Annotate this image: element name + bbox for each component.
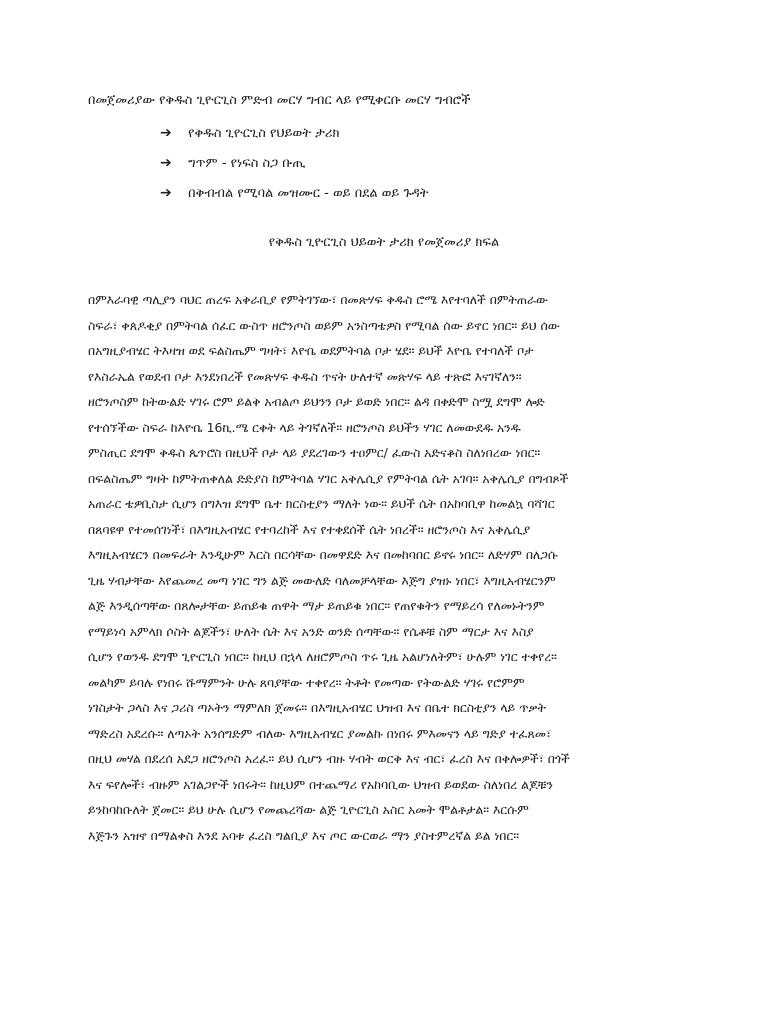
paragraph-line: መልካም ይባሉ የነበሩ ሹማምንት ሁሉ ጸባያቸው ተቀየረ። ትቶት የመጣው የትውልድ ሃገሩ የሮምም [88,674,525,690]
body-paragraph [88,290,688,851]
list-item [160,154,429,184]
paragraph-line: በአግዚያብሄር ትእዛዝ ወደ ፍልስጤም ግዛት፣ እዮቤ ወደምትባል ቦታ ሄደ። ይህች እዮቤ የተባለች ቦታ [88,343,534,358]
paragraph-line: ጊዜ ሃብታቸው እየጨመረ መጣ ነገር ግን ልጅ መውለድ ባለመቻላቸው እጅግ ያዝኑ ነበር፣ እግዚአብሄርንም [88,572,556,588]
paragraph-line: አጠራር ቴዎቢስታ ሲሆን በግእዝ ደግሞ ቤተ ክርስቲያን ማለት ነው። ይህች ሴት በአከባቢዋ ከመልኳ ባሻገር [88,496,555,511]
paragraph-line: እና ፍየሎች፣ ብዙም አገልጋዮች ነበሩት። ከዚህም በተጨማሪ የአከባቢው ህዝብ ይወደው ስለነበረ ልጆቹን [88,776,553,792]
paragraph-line: እጅጉን አዝኖ በማልቀስ እንደ አባቱ ፈረስ ግልቢያ እና ጦር ውርወራ ማን ያስተምረኛል ይል ነበር። [88,827,520,843]
paragraph-line: በምእራባዊ ጣሊያን ባህር ጠረፍ አቅራቢያ የምትገኘው፣ በመጽሃፍ ቅዱስ ሮሜ እየተባለች በምትጠራው [88,292,548,307]
paragraph-line: የተሰኘችው ስፍራ ከእዮቤ 16ኪ.ሜ ርቀት ላይ ትገኛለች። ዘሮንጦስ ይህችን ሃገር ለመውደዱ አንዱ [88,419,521,435]
paragraph-line: በጸባዩዋ የተመሰገነች፣ በእግዚአብሄር የተባረከች እና የተቀደሰች ሴት ነበረች። ዘሮንጦስ እና አቅሌሲያ [88,521,531,537]
paragraph-line: ስፍራ፣ ቀጰዶቂያ በምትባል ሰፈር ውስጥ ዘሮንጦስ ወይም አንስጣቴዎስ የሚባል ሰው ይኖር ነበር። ይህ ሰው [88,317,560,333]
paragraph-line: ማድረስ አደረሱ። ለጣኦት አንሰግድም ብለው እግዚአብሄር ያመልኩ በነበሩ ምእመናን ላይ ግድያ ተፈጸመ፣ [88,725,552,741]
list-item-text: በቅብብል የሚባል መዝሙር - ወይ በደል ወይ ጉዳት [188,186,429,201]
paragraph-line: ምስጢር ደግሞ ቅዱስ ጴጥሮስ በዚህች ቦታ ላይ ያደረገውን ተዐምር/ ፈውስ አድናቆስ ስለነበረው ነበር። [88,445,541,460]
intro-line: በመጀመሪያው የቅዱስ ጊዮርጊስ ምድብ መርሃ ግብር ላይ የሚቀርቡ መርሃ ግብሮች [88,93,471,108]
paragraph-line: ልጅ እንዲሰጣቸው በጸሎታቸው ይጠይቁ ጠዋት ማታ ይጠይቁ ነበር። የጠየቁትን የማይረሳ የለመኑትንም [88,598,545,613]
paragraph-line: ነገስታት ጋላስ እና ጋሪስ ጣኦትን ማምለክ ጀመሩ። በእግዚአብሄር ህዝብ እና በቤተ ክርስቲያን ላይ ጥቃት [88,700,546,715]
list-item [160,184,429,214]
arrow-right-icon: ➔ [160,185,172,201]
list-item-text: የቅዱስ ጊዮርጊስ የህይወት ታሪክ [188,126,340,141]
paragraph-line: ይንከባከቡለት ጀመር። ይህ ሁሉ ሲሆን የመጨረሻው ልጅ ጊዮርጊስ አስር አመት ሞልቶታል። እርሱም [88,802,529,817]
paragraph-line: በዚህ መሃል በደረሰ አደጋ ዘሮንጦስ አረፈ። ይህ ሲሆን ብዙ ሃብት ወርቅ እና ብር፣ ፈረስ እና በቅሎዎች፣ በጎች [88,751,570,766]
paragraph-line: ሲሆን የወንዱ ደግሞ ጊዮርጊስ ነበር። ከዚህ በኋላ ለዘሮምጦስ ጥሩ ጊዜ አልሆነለትም፣ ሁሉም ነገር ተቀየረ። [88,649,557,664]
list-item [160,124,429,154]
paragraph-line: እግዚአብሄርን በመፍራት እንዲሁም እርስ በርሳቸው በመዋደድ እና በመከባበር ይኖሩ ነበር። ለድሃም በለጋሱ [88,547,558,562]
paragraph-line: የእስራኤል የወደብ ቦታ እንደነበረች የመጽሃፍ ቅዱስ ጥናት ሁለተኛ መጽሃፍ ላይ ተጽፎ እናገኛለን። [88,368,522,384]
section-heading: የቅዱስ ጊዮርጊስ ህይወት ታሪክ የመጀመሪያ ክፍል [268,235,500,250]
program-list [160,124,429,214]
arrow-right-icon: ➔ [160,125,172,141]
paragraph-line: በፍልስጤም ግዛት ከምትጠቀለል ድድያስ ከምትባል ሃገር አቅሌሲያ የምትባል ሴት አገባ። አቅሌሲያ በግብጾች [88,470,569,486]
list-item-text: ግጥም - የነፍስ ስጋ ቡጢ [188,156,306,171]
arrow-right-icon: ➔ [160,155,172,171]
paragraph-line: የማይነሳ አምላክ ሶስት ልጆችን፣ ሁለት ሴት እና አንድ ወንድ ሰጣቸው። የሴቶቹ ስም ማርታ እና እስያ [88,623,534,639]
paragraph-line: ዘሮንጦስም ከትውልድ ሃገሩ ሮም ይልቅ አብልጦ ይህንን ቦታ ይወድ ነበር። ልዳ በቀድሞ ስሟ ደግሞ ሎድ [88,394,545,409]
